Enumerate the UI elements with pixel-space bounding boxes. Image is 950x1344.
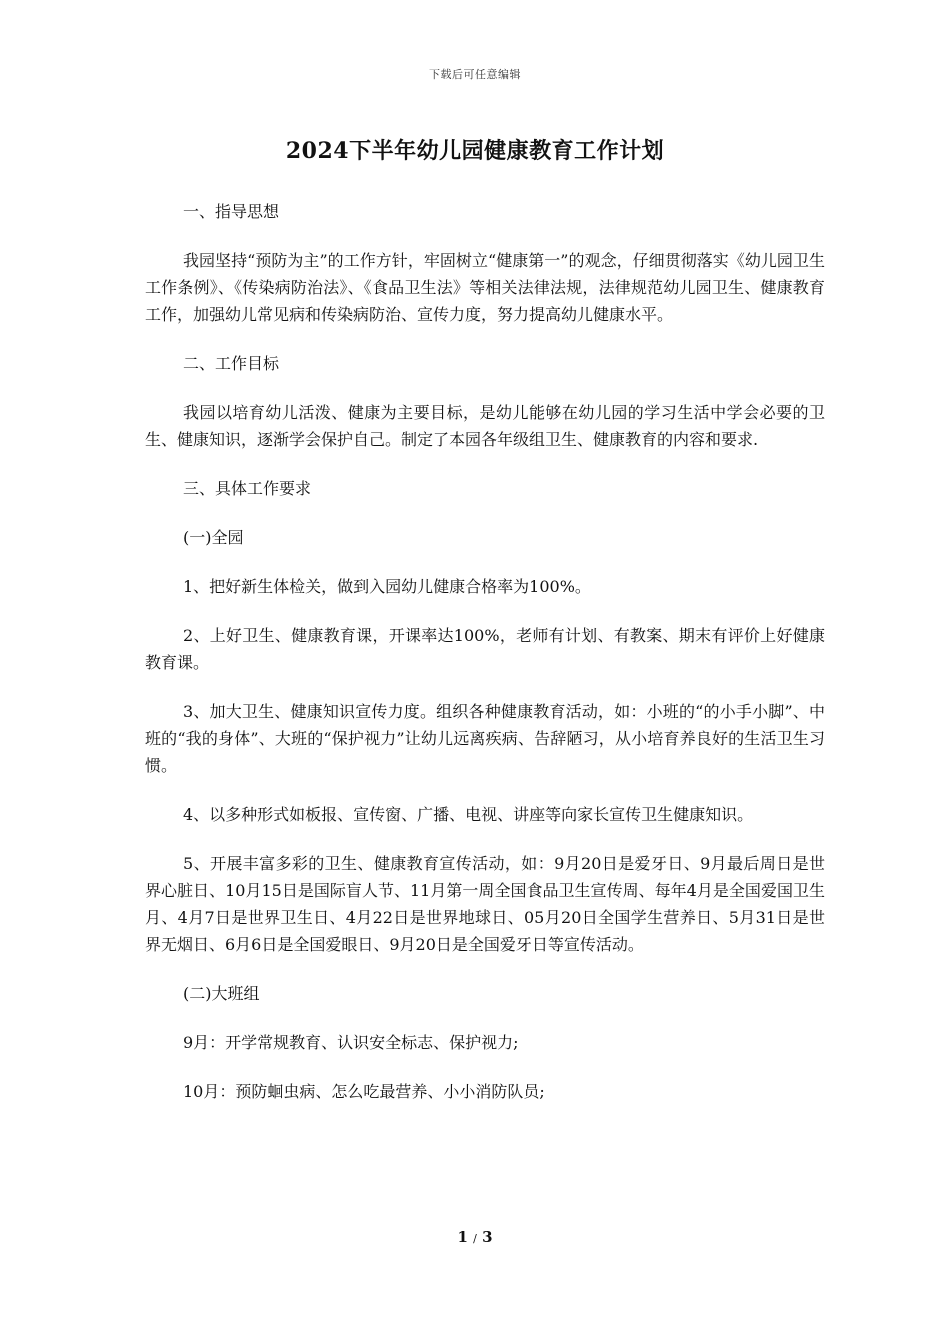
list-item-5: 5、开展丰富多彩的卫生、健康教育宣传活动，如：9月20日是爱牙日、9月最后周日是世界心脏日、10月15日是国际盲人节、11月第一周全国食品卫生宣传周、每年4月是全国爱国卫生月、4月7日是世界卫生日、4月22日是世界地球日、05月20日全国学生营养日、5月31日是世界无烟日、6月6日是全国爱眼日、9月20日是全国爱牙日等宣传活动。 xyxy=(145,854,825,954)
schedule-item-september: 9月：开学常规教育、认识安全标志、保护视力; xyxy=(183,1033,519,1052)
list-item-4: 4、以多种形式如板报、宣传窗、广播、电视、讲座等向家长宣传卫生健康知识。 xyxy=(183,805,754,824)
header-note: 下载后可任意编辑 xyxy=(429,68,521,81)
page-separator: / xyxy=(473,1232,477,1245)
document-body xyxy=(145,198,825,1127)
subsection-heading-whole-kindergarten: (一)全园 xyxy=(183,528,244,547)
paragraph-guiding-ideology: 我园坚持“预防为主”的工作方针，牢固树立“健康第一”的观念，仔细贯彻落实《幼儿园卫生工作条例》、《传染病防治法》、《食品卫生法》等相关法律法规，法律规范幼儿园卫生、健康教育工作，加强幼儿常见病和传染病防治、宣传力度，努力提高幼儿健康水平。 xyxy=(145,251,825,324)
page-number xyxy=(0,1228,950,1246)
section-heading-guiding-ideology: 一、指导思想 xyxy=(183,202,280,221)
schedule-item-october: 10月：预防蛔虫病、怎么吃最营养、小小消防队员; xyxy=(183,1082,545,1101)
current-page-number: 1 xyxy=(457,1228,468,1246)
total-page-number: 3 xyxy=(482,1228,493,1246)
section-heading-work-requirements: 三、具体工作要求 xyxy=(183,479,312,498)
subsection-heading-senior-class: (二)大班组 xyxy=(183,984,260,1003)
list-item-3: 3、加大卫生、健康知识宣传力度。组织各种健康教育活动，如：小班的“的小手小脚”、中班的“我的身体”、大班的“保护视力”让幼儿远离疾病、告辞陋习，从小培育养良好的生活卫生习惯。 xyxy=(145,702,825,775)
list-item-1: 1、把好新生体检关，做到入园幼儿健康合格率为100%。 xyxy=(183,577,591,596)
section-heading-work-goals: 二、工作目标 xyxy=(183,354,280,373)
document-title: 2024下半年幼儿园健康教育工作计划 xyxy=(285,138,665,164)
paragraph-work-goals: 我园以培育幼儿活泼、健康为主要目标，是幼儿能够在幼儿园的学习生活中学会必要的卫生、健康知识，逐渐学会保护自己。制定了本园各年级组卫生、健康教育的内容和要求. xyxy=(145,403,825,449)
list-item-2: 2、上好卫生、健康教育课，开课率达100%，老师有计划、有教案、期末有评价上好健康教育课。 xyxy=(145,626,825,672)
